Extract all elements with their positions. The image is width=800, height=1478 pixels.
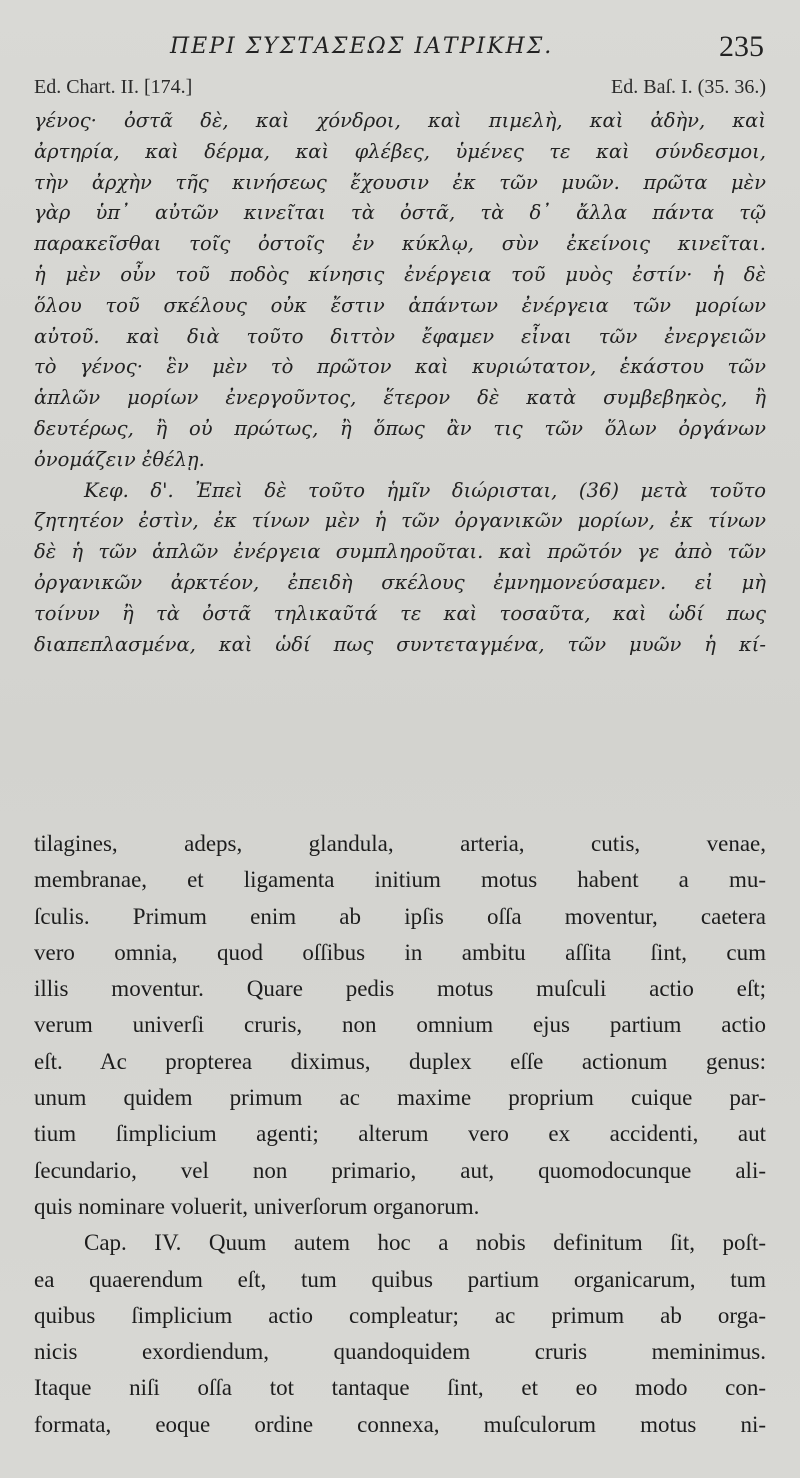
greek-line: δὲ ἡ τῶν ἁπλῶν ἐνέργεια συμπληροῦται. καὶ πρῶτόν γε ἀπὸ τῶν <box>34 540 766 564</box>
running-head <box>0 30 800 70</box>
latin-line: membranae, et ligamenta initium motus habent a mu- <box>34 867 766 893</box>
latin-line: eſt. Ac propterea diximus, duplex eſſe actionum genus: <box>34 1048 766 1074</box>
latin-line: vero omnia, quod oſſibus in ambitu aſſita ſint, cum <box>34 939 766 965</box>
greek-text-block <box>34 106 766 660</box>
greek-line: ζητητέον ἐστὶν, ἐκ τίνων μὲν ἡ τῶν ὀργανικῶν μορίων, ἐκ τίνων <box>34 509 766 533</box>
latin-line: tilagines, adeps, glandula, arteria, cutis, venae, <box>34 831 766 856</box>
greek-line: ἀρτηρία, καὶ δέρμα, καὶ φλέβες, ὑμένες τε καὶ σύνδεσμοι, <box>34 139 766 163</box>
latin-text-block <box>34 826 766 1443</box>
latin-line: quis nominare voluerit, univerſorum organorum. <box>34 1193 480 1219</box>
latin-line: nicis exordiendum, quandoquidem cruris meminimus. <box>34 1339 766 1365</box>
edition-basel: Ed. Baſ. I. (35. 36.) <box>611 76 766 98</box>
running-title: ΠΕΡΙ ΣΥΣΤΑΣΕΩΣ ΙΑΤΡΙΚΗΣ. <box>170 34 554 59</box>
edition-references <box>34 76 766 104</box>
greek-chapter-heading-line: Κεφ. δ'. Ἐπεὶ δὲ τοῦτο ἡμῖν διώρισται, (36) μετὰ τοῦτο <box>84 478 766 502</box>
page-number: 235 <box>719 30 764 63</box>
greek-line: τὸ γένος· ἓν μὲν τὸ πρῶτον καὶ κυριώτατον, ἑκάστου τῶν <box>34 355 766 379</box>
greek-line: τὴν ἀρχὴν τῆς κινήσεως ἔχουσιν ἐκ τῶν μυῶν. πρῶτα μὲν <box>34 170 766 194</box>
greek-line: ὀνομάζειν ἐθέλῃ. <box>34 447 205 471</box>
latin-line: quibus ſimplicium actio compleatur; ac primum ab orga- <box>34 1302 766 1328</box>
latin-line: unum quidem primum ac maxime proprium cuique par- <box>34 1085 766 1111</box>
greek-line: δευτέρως, ἢ οὐ πρώτως, ἢ ὅπως ἂν τις τῶν ὅλων ὀργάνων <box>34 416 766 440</box>
latin-line: illis moventur. Quare pedis motus muſculi actio eſt; <box>34 976 766 1002</box>
greek-line: τοίνυν ἢ τὰ ὀστᾶ τηλικαῦτά τε καὶ τοσαῦτα, καὶ ὡδί πως <box>34 601 766 625</box>
latin-line: verum univerſi cruris, non omnium ejus partium actio <box>34 1012 766 1038</box>
greek-line: γὰρ ὑπ᾿ αὐτῶν κινεῖται τὰ ὀστᾶ, τὰ δ᾿ ἄλλα πάντα τῷ <box>34 201 766 225</box>
greek-line: ὀργανικῶν ἀρκτέον, ἐπειδὴ σκέλους ἐμνημονεύσαμεν. εἰ μὴ <box>34 570 766 594</box>
latin-line: ea quaerendum eſt, tum quibus partium organicarum, tum <box>34 1266 766 1292</box>
latin-line: Itaque niſi oſſa tot tantaque ſint, et eo modo con- <box>34 1375 766 1401</box>
edition-chartier: Ed. Chart. II. [174.] <box>34 76 193 98</box>
latin-chapter-heading-line: Cap. IV. Quum autem hoc a nobis definitum ſit, poſt- <box>84 1230 766 1256</box>
greek-line: διαπεπλασμένα, καὶ ὡδί πως συντεταγμένα, τῶν μυῶν ἡ κί- <box>34 632 766 656</box>
greek-line: ἁπλῶν μορίων ἐνεργοῦντος, ἕτερον δὲ κατὰ συμβεβηκὸς, ἢ <box>34 386 766 410</box>
greek-line: ἡ μὲν οὖν τοῦ ποδὸς κίνησις ἐνέργεια τοῦ μυὸς ἐστίν· ἡ δὲ <box>34 262 766 286</box>
latin-line: formata, eoque ordine connexa, muſculorum motus ni- <box>34 1411 766 1437</box>
latin-line: tium ſimplicium agenti; alterum vero ex accidenti, aut <box>34 1121 766 1147</box>
greek-line: παρακεῖσθαι τοῖς ὀστοῖς ἐν κύκλῳ, σὺν ἐκείνοις κινεῖται. <box>34 232 766 256</box>
latin-line: ſecundario, vel non primario, aut, quomodocunque ali- <box>34 1157 766 1183</box>
greek-line: ὅλου τοῦ σκέλους οὐκ ἔστιν ἁπάντων ἐνέργεια τῶν μορίων <box>34 293 766 317</box>
greek-line: αὐτοῦ. καὶ διὰ τοῦτο διττὸν ἔφαμεν εἶναι τῶν ἐνεργειῶν <box>34 324 766 348</box>
latin-line: ſculis. Primum enim ab ipſis oſſa moventur, caetera <box>34 903 766 929</box>
greek-line: γένος· ὀστᾶ δὲ, καὶ χόνδροι, καὶ πιμελὴ, καὶ ἀδὴν, καὶ <box>34 109 766 132</box>
